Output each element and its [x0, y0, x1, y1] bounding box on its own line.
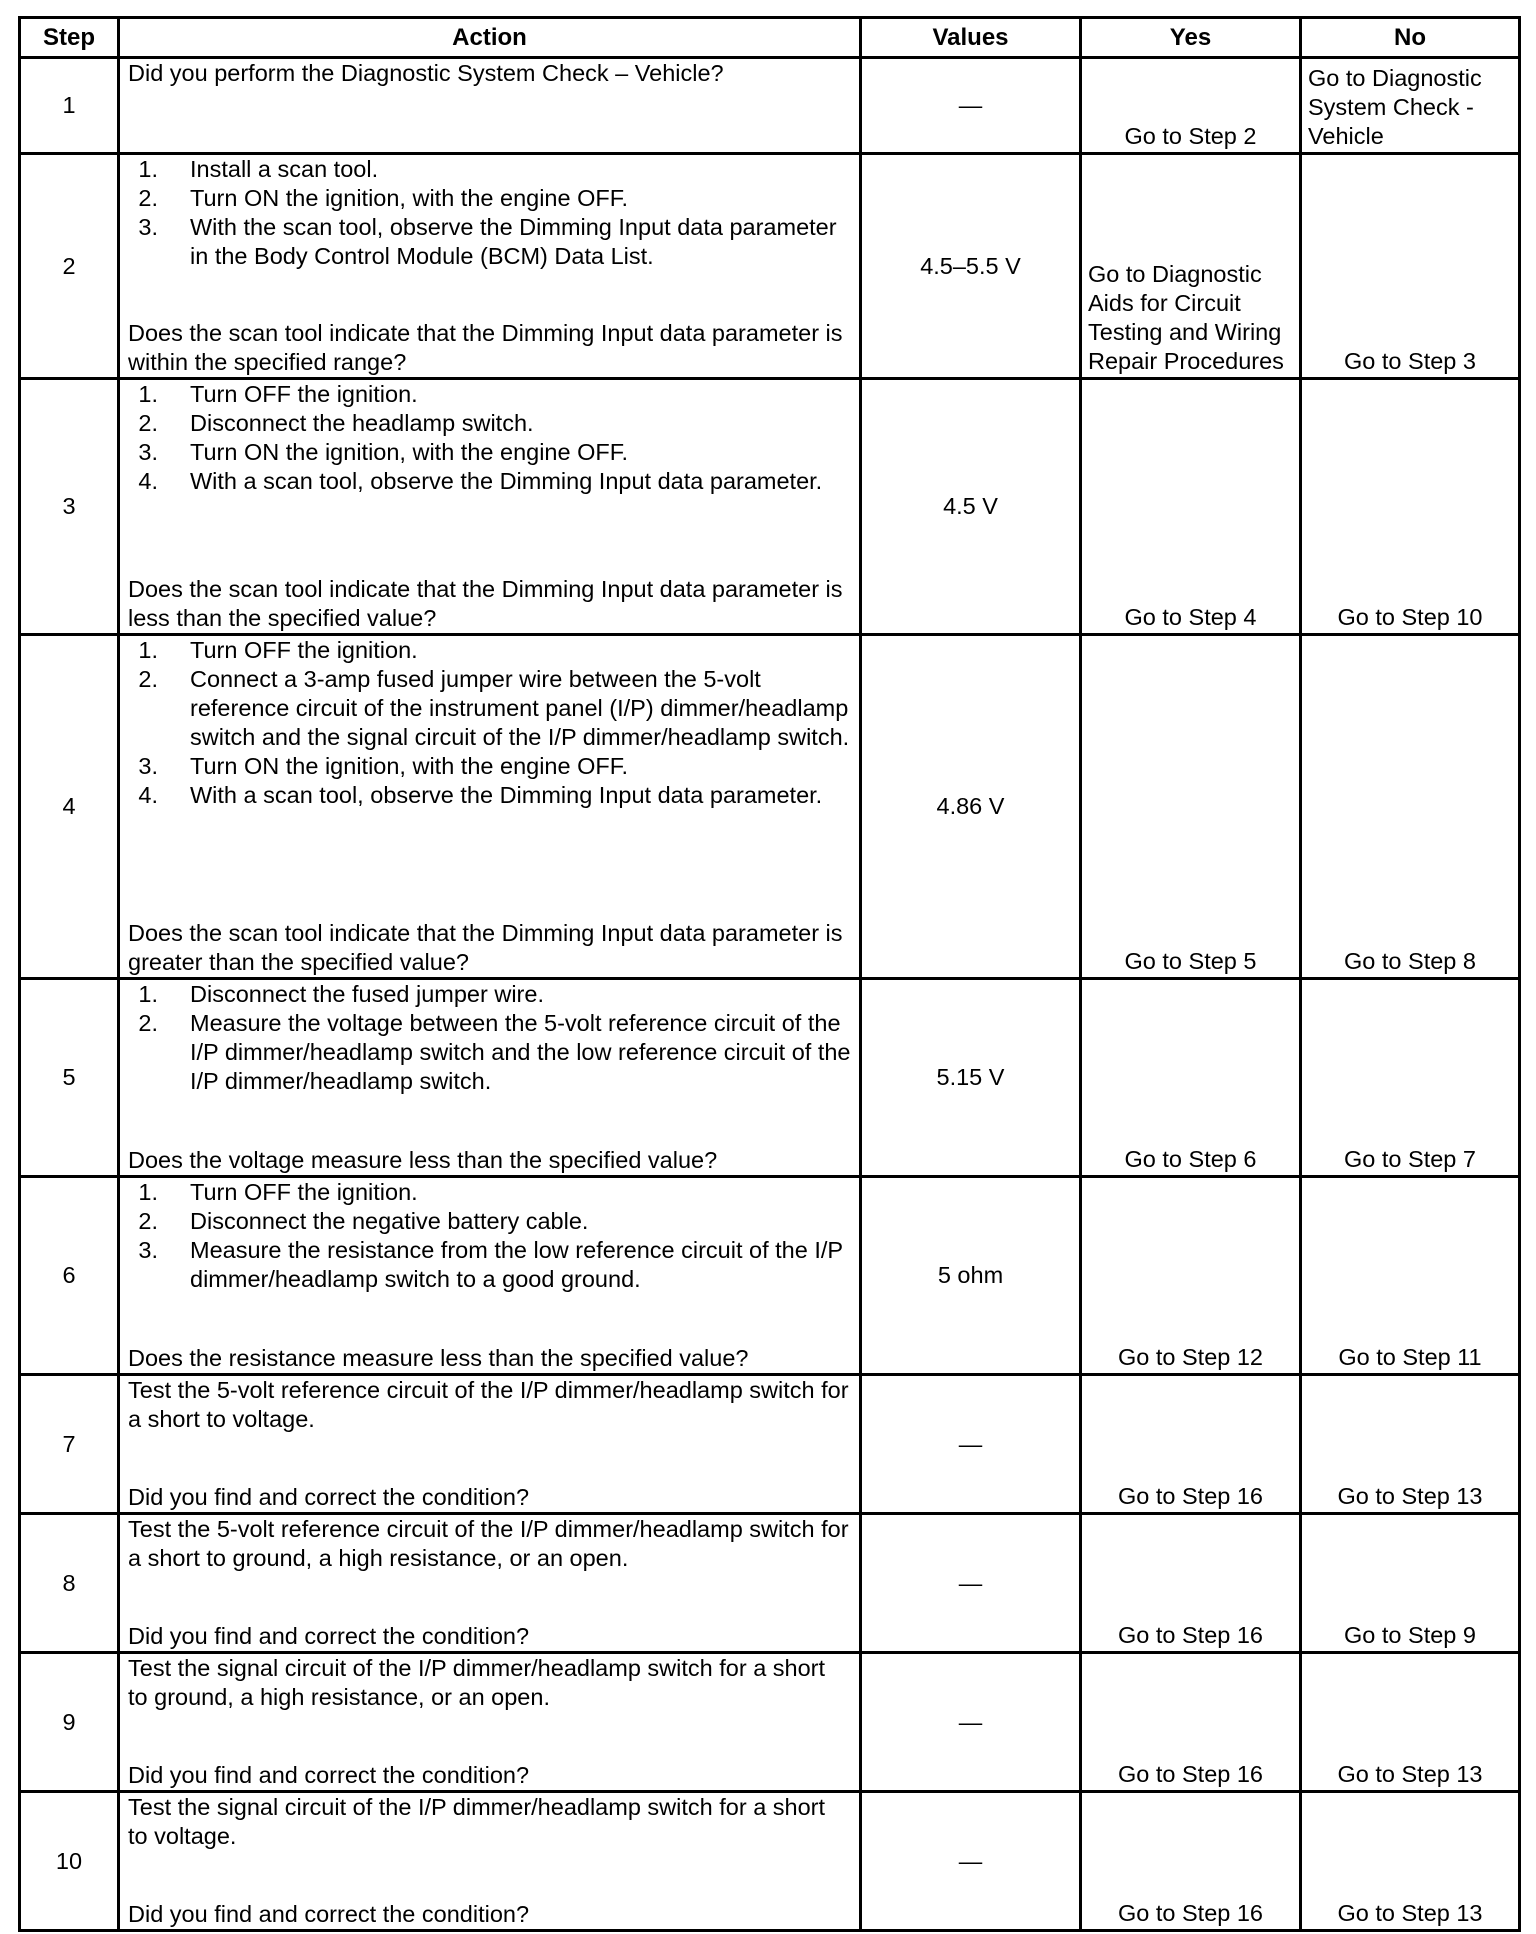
value-cell: 5 ohm: [861, 1177, 1081, 1375]
action-question: Did you find and correct the condition?: [128, 1901, 530, 1927]
diagnostic-table: [18, 16, 1521, 1932]
table-row: [20, 1653, 1520, 1792]
action-step-number: 3.: [138, 214, 158, 240]
value-cell: —: [861, 1514, 1081, 1653]
action-step-item: [138, 184, 851, 213]
action-step-text: With a scan tool, observe the Dimming Input data parameter.: [190, 468, 823, 494]
no-cell: Go to Step 13: [1301, 1375, 1520, 1514]
table-row: [20, 635, 1520, 979]
action-step-text: Turn OFF the ignition.: [190, 381, 418, 407]
action-step-number: 2.: [138, 185, 158, 211]
action-cell: [119, 1375, 861, 1514]
step-cell: 6: [20, 1177, 119, 1375]
action-step-item: [138, 213, 851, 271]
table-row: [20, 979, 1520, 1177]
value-cell: 4.5 V: [861, 379, 1081, 635]
action-step-item: [138, 1236, 851, 1294]
action-question: Does the scan tool indicate that the Dimming Input data parameter is within the specified range?: [128, 320, 843, 375]
header-action: Action: [119, 18, 861, 58]
header-yes: Yes: [1081, 18, 1301, 58]
step-cell: 10: [20, 1792, 119, 1931]
action-step-item: [138, 781, 851, 810]
action-step-text: Connect a 3-amp fused jumper wire between the 5-volt reference circuit of the instrument panel (I/P) dimmer/headlamp switch and the signal circuit of the I/P dimmer/headlamp switch.: [190, 666, 850, 750]
table-row: [20, 1177, 1520, 1375]
action-steps-list: [128, 980, 851, 1096]
action-step-text: Turn OFF the ignition.: [190, 637, 418, 663]
action-cell: [119, 58, 861, 154]
action-step-text: With a scan tool, observe the Dimming Input data parameter.: [190, 782, 823, 808]
action-content: [128, 636, 851, 977]
no-cell: Go to Step 8: [1301, 635, 1520, 979]
action-question: Did you find and correct the condition?: [128, 1762, 530, 1788]
action-step-item: [138, 752, 851, 781]
action-question: Did you find and correct the condition?: [128, 1623, 530, 1649]
spacer: [128, 1294, 851, 1344]
no-cell: Go to Step 13: [1301, 1792, 1520, 1931]
yes-cell: Go to Step 16: [1081, 1514, 1301, 1653]
yes-cell: Go to Step 16: [1081, 1375, 1301, 1514]
action-step-item: [138, 467, 851, 496]
spacer: [128, 1712, 851, 1761]
yes-cell: Go to Step 5: [1081, 635, 1301, 979]
action-question: Does the scan tool indicate that the Dimming Input data parameter is less than the specified value?: [128, 576, 843, 631]
action-step-item: [138, 636, 851, 665]
action-step-number: 1.: [138, 381, 158, 407]
table-row: [20, 1792, 1520, 1931]
spacer: [128, 1573, 851, 1622]
action-step-number: 4.: [138, 782, 158, 808]
action-cell: [119, 1514, 861, 1653]
yes-cell: Go to Step 2: [1081, 58, 1301, 154]
step-cell: 2: [20, 154, 119, 379]
action-step-number: 1.: [138, 1179, 158, 1205]
action-step-number: 1.: [138, 156, 158, 182]
action-steps-list: [128, 155, 851, 271]
spacer: [128, 810, 851, 919]
action-intro: Test the signal circuit of the I/P dimmer/headlamp switch for a short to ground, a high resistance, or an open.: [128, 1655, 826, 1710]
action-step-item: [138, 1009, 851, 1096]
action-step-text: Install a scan tool.: [190, 156, 379, 182]
action-content: [128, 1515, 851, 1651]
action-intro: Test the 5-volt reference circuit of the I/P dimmer/headlamp switch for a short to ground, a high resistance, or an open.: [128, 1516, 849, 1571]
no-cell: Go to Step 3: [1301, 154, 1520, 379]
action-step-number: 1.: [138, 637, 158, 663]
action-cell: [119, 1177, 861, 1375]
spacer: [128, 496, 851, 575]
spacer: [128, 271, 851, 319]
step-cell: 1: [20, 58, 119, 154]
action-question: Did you find and correct the condition?: [128, 1484, 530, 1510]
action-step-number: 2.: [138, 1010, 158, 1036]
header-step: Step: [20, 18, 119, 58]
action-content: [128, 155, 851, 377]
header-no: No: [1301, 18, 1520, 58]
action-cell: [119, 154, 861, 379]
action-steps-list: [128, 380, 851, 496]
action-step-text: Disconnect the headlamp switch.: [190, 410, 534, 436]
action-step-item: [138, 380, 851, 409]
action-step-number: 2.: [138, 666, 158, 692]
action-step-item: [138, 1178, 851, 1207]
spacer: [128, 1851, 851, 1900]
value-cell: 4.5–5.5 V: [861, 154, 1081, 379]
action-step-number: 2.: [138, 1208, 158, 1234]
action-question: Does the scan tool indicate that the Dimming Input data parameter is greater than the specified value?: [128, 920, 843, 975]
spacer: [128, 1096, 851, 1146]
action-content: [128, 980, 851, 1175]
table-row: [20, 58, 1520, 154]
action-step-text: Disconnect the negative battery cable.: [190, 1208, 589, 1234]
value-cell: —: [861, 58, 1081, 154]
action-question: Does the resistance measure less than the specified value?: [128, 1345, 749, 1371]
step-cell: 8: [20, 1514, 119, 1653]
action-content: [128, 1654, 851, 1790]
action-step-text: Turn ON the ignition, with the engine OFF.: [190, 185, 629, 211]
action-step-item: [138, 438, 851, 467]
step-cell: 4: [20, 635, 119, 979]
action-content: [128, 59, 851, 152]
action-step-text: Measure the resistance from the low reference circuit of the I/P dimmer/headlamp switch to a good ground.: [190, 1237, 843, 1292]
action-step-text: Turn OFF the ignition.: [190, 1179, 418, 1205]
action-intro: Did you perform the Diagnostic System Check – Vehicle?: [128, 60, 724, 86]
action-step-text: Turn ON the ignition, with the engine OFF.: [190, 753, 629, 779]
value-cell: 5.15 V: [861, 979, 1081, 1177]
action-cell: [119, 379, 861, 635]
no-cell: Go to Step 10: [1301, 379, 1520, 635]
table-row: [20, 1375, 1520, 1514]
header-values: Values: [861, 18, 1081, 58]
action-steps-list: [128, 1178, 851, 1294]
yes-cell: Go to Step 16: [1081, 1792, 1301, 1931]
table-row: [20, 379, 1520, 635]
action-step-number: 3.: [138, 1237, 158, 1263]
action-cell: [119, 635, 861, 979]
action-step-item: [138, 155, 851, 184]
step-cell: 5: [20, 979, 119, 1177]
yes-cell: Go to Step 16: [1081, 1653, 1301, 1792]
action-content: [128, 1376, 851, 1512]
value-cell: —: [861, 1375, 1081, 1514]
action-cell: [119, 979, 861, 1177]
action-question: Does the voltage measure less than the specified value?: [128, 1147, 718, 1173]
action-step-number: 4.: [138, 468, 158, 494]
action-step-item: [138, 980, 851, 1009]
action-step-text: With the scan tool, observe the Dimming Input data parameter in the Body Control Module (BCM) Data List.: [190, 214, 837, 269]
action-content: [128, 1178, 851, 1373]
value-cell: —: [861, 1792, 1081, 1931]
action-cell: [119, 1653, 861, 1792]
action-step-text: Turn ON the ignition, with the engine OFF.: [190, 439, 629, 465]
action-step-item: [138, 665, 851, 752]
action-step-item: [138, 409, 851, 438]
value-cell: —: [861, 1653, 1081, 1792]
action-step-number: 3.: [138, 753, 158, 779]
table-row: [20, 1514, 1520, 1653]
yes-cell: Go to Diagnostic Aids for Circuit Testing and Wiring Repair Procedures: [1081, 154, 1301, 379]
action-intro: Test the signal circuit of the I/P dimmer/headlamp switch for a short to voltage.: [128, 1794, 826, 1849]
action-step-number: 1.: [138, 981, 158, 1007]
yes-cell: Go to Step 4: [1081, 379, 1301, 635]
action-step-text: Disconnect the fused jumper wire.: [190, 981, 544, 1007]
action-step-number: 2.: [138, 410, 158, 436]
step-cell: 3: [20, 379, 119, 635]
table-row: [20, 154, 1520, 379]
yes-cell: Go to Step 12: [1081, 1177, 1301, 1375]
spacer: [128, 1434, 851, 1483]
action-content: [128, 380, 851, 633]
no-cell: Go to Diagnostic System Check - Vehicle: [1301, 58, 1520, 154]
no-cell: Go to Step 7: [1301, 979, 1520, 1177]
step-cell: 9: [20, 1653, 119, 1792]
step-cell: 7: [20, 1375, 119, 1514]
header-row: [20, 18, 1520, 58]
action-step-text: Measure the voltage between the 5-volt reference circuit of the I/P dimmer/headlamp switch and the low reference circuit of the I/P dimmer/headlamp switch.: [190, 1010, 851, 1094]
action-step-number: 3.: [138, 439, 158, 465]
action-intro: Test the 5-volt reference circuit of the I/P dimmer/headlamp switch for a short to voltage.: [128, 1377, 849, 1432]
action-step-item: [138, 1207, 851, 1236]
action-cell: [119, 1792, 861, 1931]
spacer: [128, 88, 851, 152]
action-steps-list: [128, 636, 851, 810]
no-cell: Go to Step 11: [1301, 1177, 1520, 1375]
action-content: [128, 1793, 851, 1929]
value-cell: 4.86 V: [861, 635, 1081, 979]
yes-cell: Go to Step 6: [1081, 979, 1301, 1177]
no-cell: Go to Step 13: [1301, 1653, 1520, 1792]
no-cell: Go to Step 9: [1301, 1514, 1520, 1653]
